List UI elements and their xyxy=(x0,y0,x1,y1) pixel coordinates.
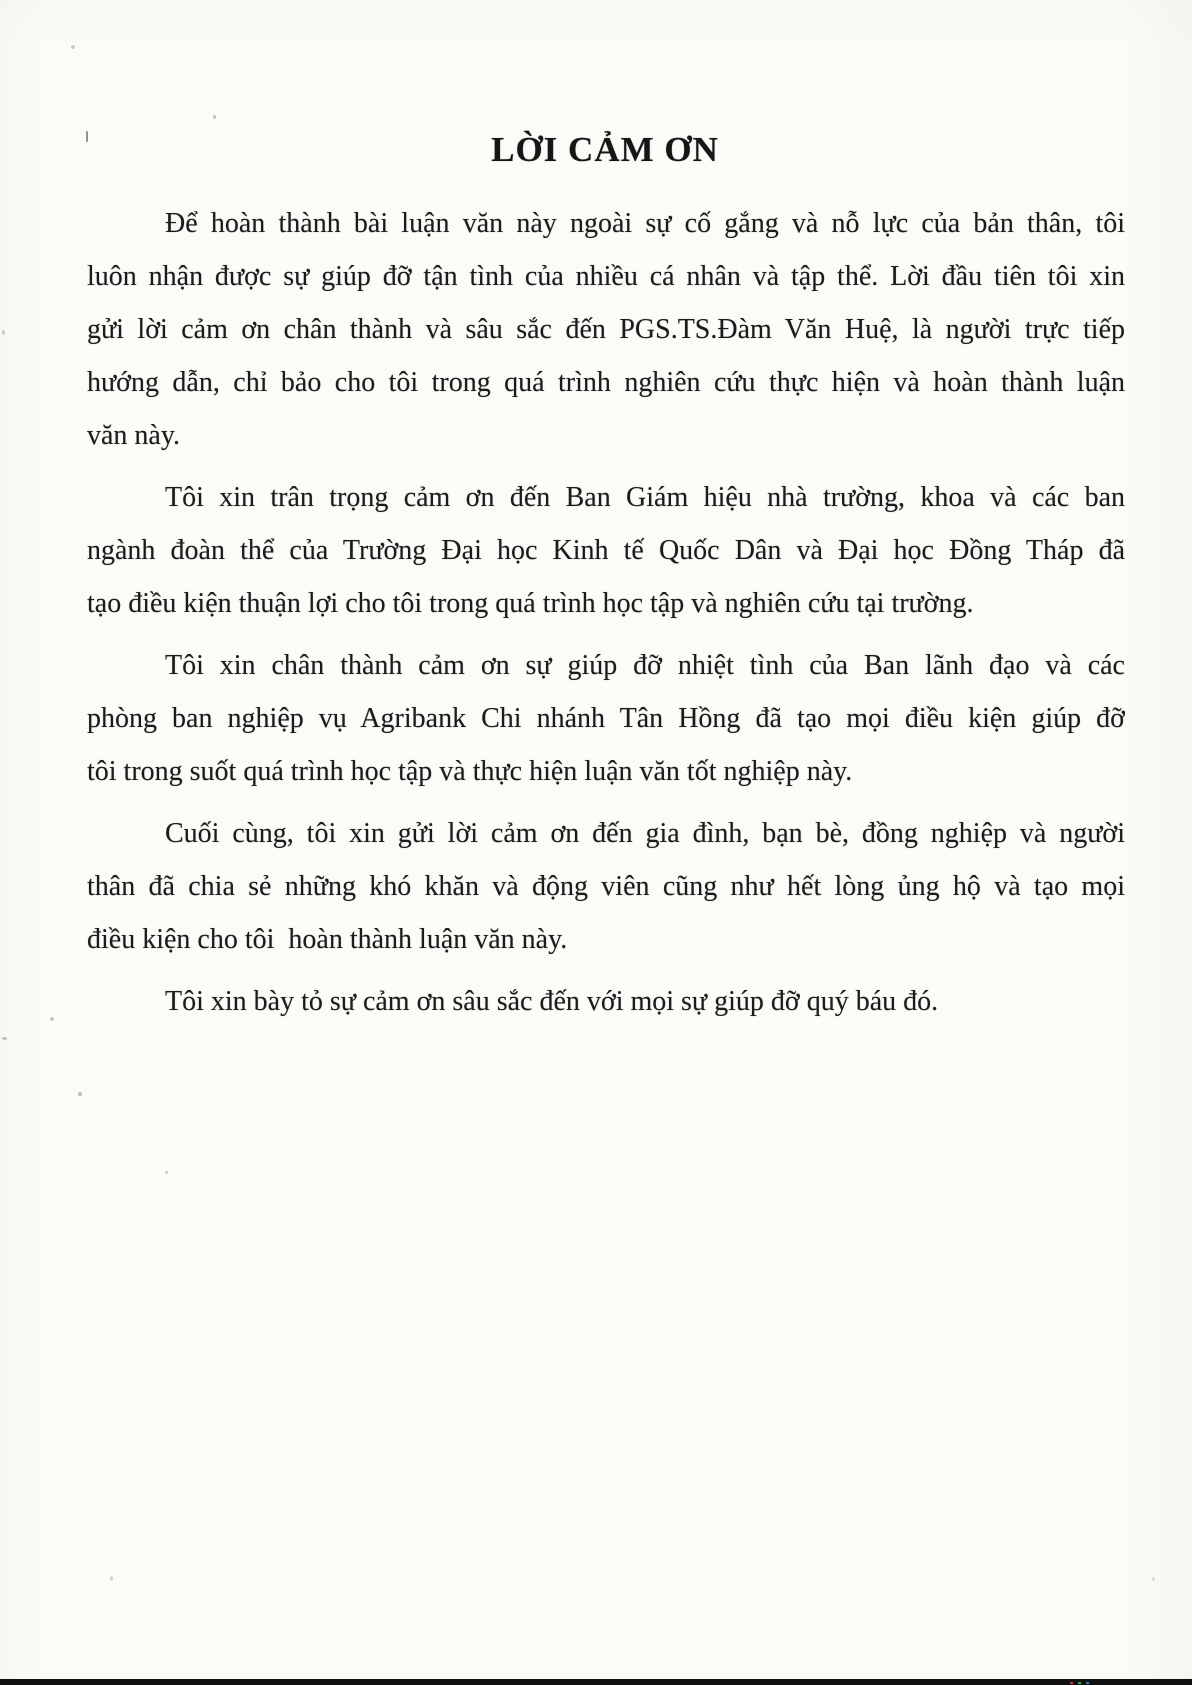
scan-artifact-pixel xyxy=(1078,1682,1081,1684)
text-line: văn này. xyxy=(87,420,181,451)
page-title: LỜI CẢM ƠN xyxy=(491,130,719,169)
document-body xyxy=(87,197,1125,1037)
scan-edge-bar xyxy=(0,1679,1192,1685)
text-line: hướng dẫn, chỉ bảo cho tôi trong quá trình nghiên cứu thực hiện và hoàn thành luận xyxy=(87,367,1125,398)
text-line: ngành đoàn thể của Trường Đại học Kinh tế Quốc Dân và Đại học Đồng Tháp đã xyxy=(87,535,1125,566)
text-line: tôi trong suốt quá trình học tập và thực hiện luận văn tốt nghiệp này. xyxy=(87,756,853,787)
paragraph xyxy=(87,639,1125,798)
text-line: Tôi xin bày tỏ sự cảm ơn sâu sắc đến với mọi sự giúp đỡ quý báu đó. xyxy=(165,986,939,1017)
paragraph xyxy=(87,471,1125,630)
text-line: Để hoàn thành bài luận văn này ngoài sự cố gắng và nỗ lực của bản thân, tôi xyxy=(165,208,1125,239)
text-line: thân đã chia sẻ những khó khăn và động viên cũng như hết lòng ủng hộ và tạo mọi xyxy=(87,871,1125,902)
scan-speck xyxy=(1152,1577,1155,1581)
scan-artifact-pixel xyxy=(1070,1682,1073,1684)
text-line: điều kiện cho tôi hoàn thành luận văn này. xyxy=(87,924,568,955)
paragraph xyxy=(87,807,1125,966)
text-line: Cuối cùng, tôi xin gửi lời cảm ơn đến gia đình, bạn bè, đồng nghiệp và người xyxy=(165,818,1125,849)
scan-speck xyxy=(165,1171,168,1174)
text-line: gửi lời cảm ơn chân thành và sâu sắc đến PGS.TS.Đàm Văn Huệ, là người trực tiếp xyxy=(87,314,1125,345)
text-line: Tôi xin trân trọng cảm ơn đến Ban Giám hiệu nhà trường, khoa và các ban xyxy=(165,482,1125,513)
text-line: tạo điều kiện thuận lợi cho tôi trong quá trình học tập và nghiên cứu tại trường. xyxy=(87,588,974,619)
text-line: luôn nhận được sự giúp đỡ tận tình của nhiều cá nhân và tập thể. Lời đầu tiên tôi xin xyxy=(87,261,1125,292)
scan-speck xyxy=(50,1017,54,1021)
scan-artifact-pixel xyxy=(1086,1682,1089,1684)
scan-speck xyxy=(71,45,75,49)
scan-speck xyxy=(78,1092,82,1096)
paragraph xyxy=(87,975,1125,1028)
scan-speck xyxy=(110,1576,113,1581)
scan-speck xyxy=(213,115,216,119)
scan-speck xyxy=(2,330,5,335)
text-line: phòng ban nghiệp vụ Agribank Chi nhánh Tân Hồng đã tạo mọi điều kiện giúp đỡ xyxy=(87,703,1125,734)
text-line: Tôi xin chân thành cảm ơn sự giúp đỡ nhiệt tình của Ban lãnh đạo và các xyxy=(165,650,1125,681)
paragraph xyxy=(87,197,1125,462)
scan-speck xyxy=(2,1037,7,1040)
